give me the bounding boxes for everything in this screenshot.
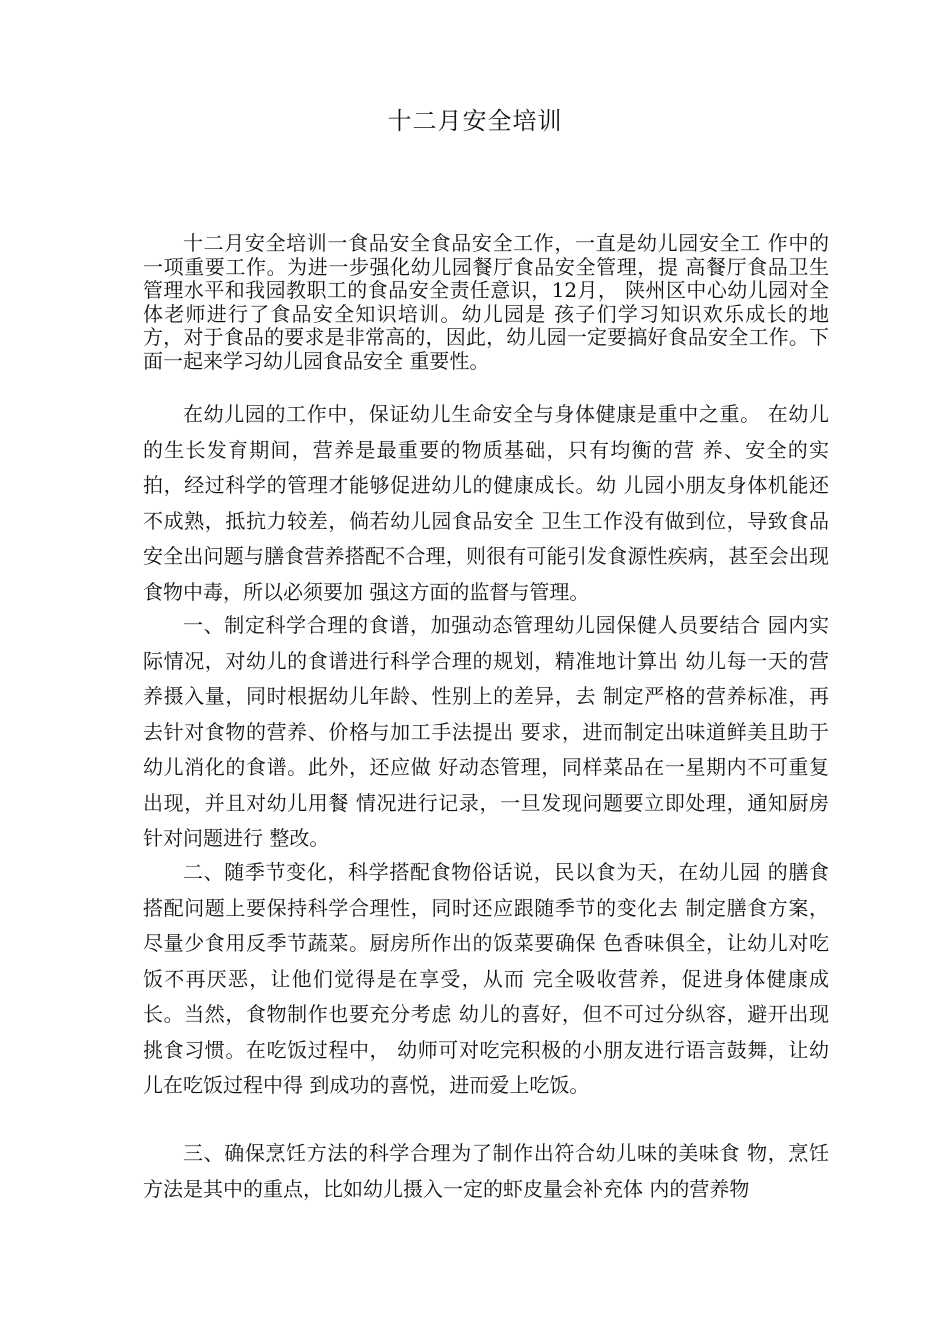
paragraph-importance: 在幼儿园的工作中，保证幼儿生命安全与身体健康是重中之重。 在幼儿的生长发育期间，营养是最重要的物质基础，只有均衡的营 养、安全的实拍，经过科学的管理才能够促进幼儿的健康成长。幼 儿园小朋友身体机能还不成熟，抵抗力较差，倘若幼儿园食品安全 卫生工作没有做到位，导致食品安全出问题与膳食营养搭配不合理，则很有可能引发食源性疾病，甚至会出现食物中毒，所以必须要加 强这方面的监督与管理。 — [143, 402, 829, 604]
paragraph-section-3: 三、确保烹饪方法的科学合理为了制作出符合幼儿味的美味食 物，烹饪方法是其中的重点，比如幼儿摄入一定的虾皮量会补充体 内的营养物 — [143, 1141, 829, 1201]
paragraph-section-1: 一、制定科学合理的食谱，加强动态管理幼儿园保健人员要结合 园内实际情况，对幼儿的食谱进行科学合理的规划，精准地计算出 幼儿每一天的营养摄入量，同时根据幼儿年龄、性别上的差异，去 制定严格的营养标准，再去针对食物的营养、价格与加工手法提出 要求，进而制定出味道鲜美且助于幼儿消化的食谱。此外，还应做 好动态管理，同样菜品在一星期内不可重复出现，并且对幼儿用餐 情况进行记录，一旦发现问题要立即处理，通知厨房针对问题进行 整改。 — [143, 613, 829, 850]
paragraph-intro: 十二月安全培训一食品安全食品安全工作，一直是幼儿园安全工 作中的一项重要工作。为进一步强化幼儿园餐厅食品安全管理，提 高餐厅食品卫生管理水平和我园教职工的食品安全责任意识，12月， 陕州区中心幼儿园对全体老师进行了食品安全知识培训。幼儿园是 孩子们学习知识欢乐成长的地方，对于食品的要求是非常高的，因此，幼儿园一定要搞好食品安全工作。下面一起来学习幼儿园食品安全 重要性。 — [143, 231, 829, 373]
document-title: 十二月安全培训 — [387, 107, 563, 135]
paragraph-section-2: 二、随季节变化，科学搭配食物俗话说，民以食为天，在幼儿园 的膳食搭配问题上要保持科学合理性，同时还应跟随季节的变化去 制定膳食方案，尽量少食用反季节蔬菜。厨房所作出的饭菜要确保 色香味俱全，让幼儿对吃饭不再厌恶，让他们觉得是在享受，从而 完全吸收营养，促进身体健康成长。当然，食物制作也要充分考虑 幼儿的喜好，但不可过分纵容，避开出现挑食习惯。在吃饭过程中， 幼师可对吃完积极的小朋友进行语言鼓舞，让幼儿在吃饭过程中得 到成功的喜悦，进而爱上吃饭。 — [143, 860, 829, 1097]
